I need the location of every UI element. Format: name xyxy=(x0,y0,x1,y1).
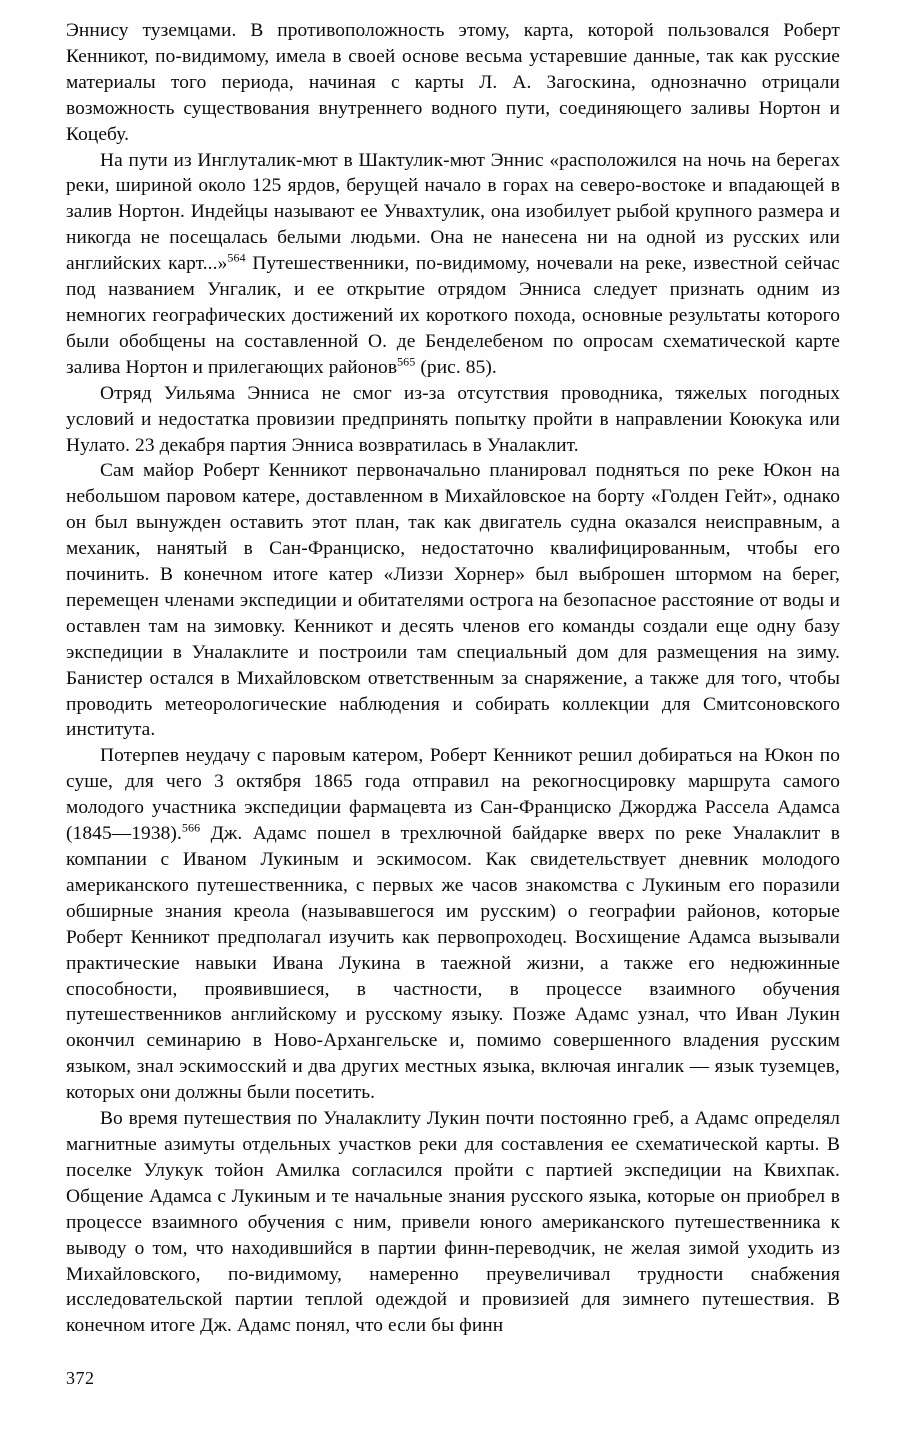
text-run: Эннису туземцами. В противоположность этому, карта, которой пользовался Роберт Кенникот, по-видимому, имела в своей основе весьма устаревшие данные, так как русские материалы того периода, начиная с карты Л. А. Загоскина, однозначно отрицали возможность существования внутреннего водного пути, соединяющего заливы Нортон и Коцебу. xyxy=(66,20,840,145)
text-run: Путешественники, по-видимому, ночевали на реке, известной сейчас под названием Унгалик, и ее открытие отрядом Энниса следует признать одним из немногих географических достижений их короткого похода, основные результаты которого были обобщены на составленной О. де Бенделебеном по опросам схематической карте залива Нортон и прилегающих районов xyxy=(66,253,841,378)
footnote-reference: 564 xyxy=(227,250,246,265)
text-run: Сам майор Роберт Кенникот первоначально планировал подняться по реке Юкон на небольшом паровом катере, доставленном в Михайловское на борту «Голден Гейт», однако он был вынужден оставить этот план, так как двигатель судна оказался неисправным, а механик, нанятый в Сан-Франциско, недостаточно квалифицированным, чтобы его починить. В конечном итоге катер «Лиззи Хорнер» был выброшен штормом на берег, перемещен членами экспедиции и обитателями острога на безопасное расстояние от воды и оставлен там на зимовку. Кенникот и десять членов его команды создали еще одну базу экспедиции в Уналаклите и построили там специальный дом для размещения на зиму. Банистер остался в Михайловском ответственным за снаряжение, а также для того, чтобы проводить метеорологические наблюдения и собирать коллекции для Смитсоновского института. xyxy=(66,460,840,741)
paragraph xyxy=(66,743,840,1106)
text-run: Отряд Уильяма Энниса не смог из-за отсутствия проводника, тяжелых погодных условий и недостатка провизии предпринять попытку пройти в направлении Коюкука или Нулато. 23 декабря партия Энниса возвратилась в Уналаклит. xyxy=(66,382,840,456)
text-run: (рис. 85). xyxy=(415,356,497,378)
text-run: Дж. Адамс пошел в трехлючной байдарке вверх по реке Уналаклит в компании с Иваном Лукиным и эскимосом. Как свидетельствует дневник молодого американского путешественника, с первых же часов знакомства с Лукиным его поразили обширные знания креола (называвшегося им русским) о географии районов, которые Роберт Кенникот предполагал изучить как первопроходец. Восхищение Адамса вызывали практические навыки Ивана Лукина в таежной жизни, а также его недюжинные способности, проявившиеся, в частности, в процессе взаимного обучения путешественников английскому и русскому языку. Позже Адамс узнал, что Иван Лукин окончил семинарию в Ново-Архангельске и, помимо совершенного владения русским языком, знал эскимосский и два других местных языка, включая ингалик — язык туземцев, которых они должны были посетить. xyxy=(66,823,840,1104)
text-run: На пути из Инглуталик-мют в Шактулик-мют Эннис «расположился на ночь на берегах реки, шириной около 125 ярдов, берущей начало в горах на северо-востоке и впадающей в залив Нортон. Индейцы называют ее Унвахтулик, она изобилует рыбой крупного размера и никогда не посещалась белыми людьми. Она не нанесена ни на одной из русских или английских карт...» xyxy=(66,149,840,275)
text-run: Во время путешествия по Уналаклиту Лукин почти постоянно греб, а Адамс определял магнитные азимуты отдельных участков реки для составления ее схематической карты. В поселке Улукук тойон Амилка согласился пройти с партией экспедиции на Квихпак. Общение Адамса с Лукиным и те начальные знания русского языка, которые он приобрел в процессе взаимного обучения с ним, привели юного американского путешественника к выводу о том, что находившийся в партии финн-переводчик, не желая зимой уходить из Михайловского, по-видимому, намеренно преувеличивал трудности снабжения исследовательской партии теплой одеждой и провизией для зимнего путешествия. В конечном итоге Дж. Адамс понял, что если бы финн xyxy=(66,1108,840,1337)
text-run: Потерпев неудачу с паровым катером, Роберт Кенникот решил добираться на Юкон по суше, для чего 3 октября 1865 года отправил на рекогносцировку маршрута самого молодого участника экспедиции фармацевта из Сан-Франциско Джорджа Рассела Адамса (1845—1938). xyxy=(66,745,840,845)
footnote-reference: 565 xyxy=(397,354,416,369)
paragraph xyxy=(66,18,840,148)
page-number: 372 xyxy=(66,1368,95,1388)
footnote-reference: 566 xyxy=(181,820,201,835)
paragraph xyxy=(66,381,840,459)
page-body-text xyxy=(66,18,840,1339)
paragraph xyxy=(66,148,840,381)
paragraph xyxy=(66,458,840,743)
paragraph xyxy=(66,1106,840,1339)
